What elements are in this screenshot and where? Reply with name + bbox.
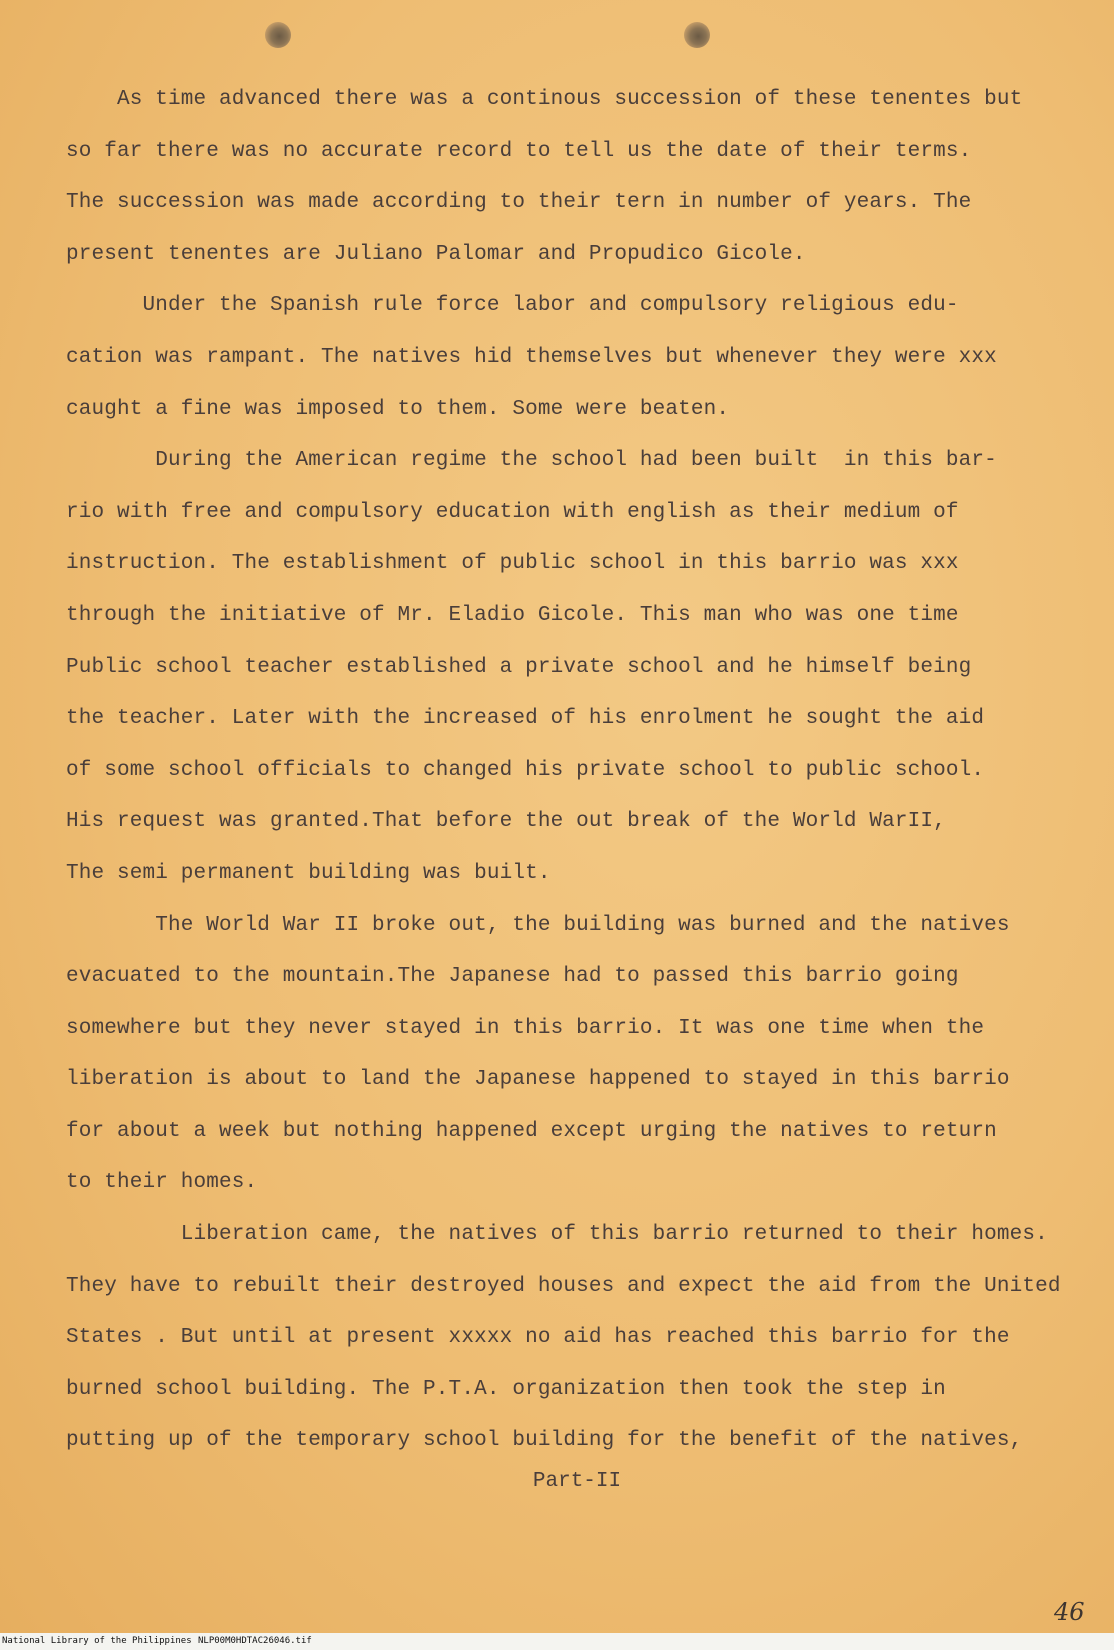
text-line: The World War II broke out, the building was burned and the natives [66, 913, 1010, 937]
text-line: somewhere but they never stayed in this barrio. It was one time when the [66, 1016, 985, 1040]
text-line: to their homes. [66, 1171, 258, 1195]
text-line: His request was granted.That before the out break of the World WarII, [66, 810, 946, 834]
text-line: caught a fine was imposed to them. Some were beaten. [66, 397, 730, 421]
text-line: instruction. The establishment of public school in this barrio was xxx [66, 552, 959, 576]
text-line: rio with free and compulsory education with english as their medium of [66, 500, 959, 524]
text-line: of some school officials to changed his private school to public school. [66, 758, 985, 782]
punch-hole-right [684, 22, 710, 48]
text-line: for about a week but nothing happened except urging the natives to return [66, 1119, 997, 1143]
text-line: During the American regime the school had been built in this bar- [66, 449, 997, 473]
text-line: through the initiative of Mr. Eladio Gicole. This man who was one time [66, 603, 959, 627]
section-label: Part-II [532, 1470, 622, 1493]
punch-hole-left [265, 22, 291, 48]
footer-institution: National Library of the Philippines [2, 1636, 192, 1646]
text-line: The succession was made according to their tern in number of years. The [66, 191, 972, 215]
text-line: burned school building. The P.T.A. organization then took the step in [66, 1377, 946, 1401]
text-line: Liberation came, the natives of this barrio returned to their homes. [66, 1223, 1048, 1247]
text-line: cation was rampant. The natives hid themselves but whenever they were xxx [66, 345, 997, 369]
text-line: the teacher. Later with the increased of his enrolment he sought the aid [66, 707, 985, 731]
footer-file-id: NLP00M0HDTAC26046.tif [198, 1636, 312, 1646]
scan-footer [0, 1633, 1114, 1650]
text-line: evacuated to the mountain.The Japanese had to passed this barrio going [66, 965, 959, 989]
text-line: As time advanced there was a continous succession of these tenentes but [66, 88, 1023, 111]
text-line: present tenentes are Juliano Palomar and Propudico Gicole. [66, 242, 806, 266]
text-line: States . But until at present xxxxx no aid has reached this barrio for the [66, 1326, 1010, 1350]
document-body [66, 74, 1061, 1467]
text-line: so far there was no accurate record to tell us the date of their terms. [66, 139, 972, 163]
text-line: The semi permanent building was built. [66, 861, 551, 885]
text-line: Under the Spanish rule force labor and compulsory religious edu- [66, 294, 959, 318]
handwritten-page-number: 46 [1054, 1598, 1085, 1626]
text-line: putting up of the temporary school building for the benefit of the natives, [66, 1429, 1023, 1453]
text-line: Public school teacher established a private school and he himself being [66, 655, 972, 679]
text-line: They have to rebuilt their destroyed houses and expect the aid from the United [66, 1274, 1061, 1298]
text-line: liberation is about to land the Japanese happened to stayed in this barrio [66, 1068, 1010, 1092]
